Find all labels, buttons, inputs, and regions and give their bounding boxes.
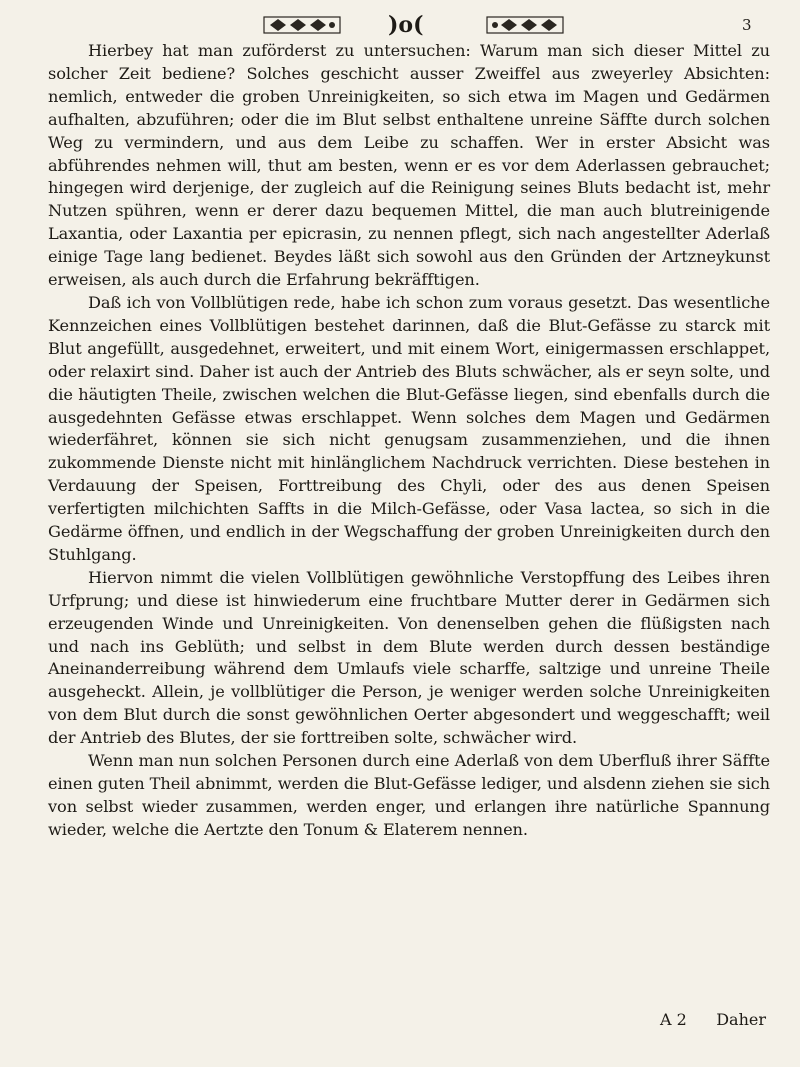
catchword: Daher — [716, 1010, 766, 1029]
right-ornament-icon — [485, 14, 565, 36]
paragraph: Hiervon nimmt die vielen Vollblütigen gewöhnliche Verstopffung des Leibes ihren Urfprung; und diese ist hinwiederum eine fruchtbare Mutter derer in Gedärmen sich erzeugenden Winde und Unreinigkeiten. Von denenselben gehen die flüßigsten nach und nach ins Geblüth; und selbst in dem Blute werden durch dessen beständige Aneinanderreibung während dem Umlaufs viele scharffe, saltzige und unreine Theile ausgeheckt. Allein, je vollblütiger die Person, je weniger werden solche Unreinigkeiten von dem Blut durch die sonst gewöhnlichen Oerter abgesondert und weggeschafft; weil der Antrieb des Blutes, der sie forttreiben solte, schwächer wird. — [48, 567, 770, 748]
left-ornament-icon — [262, 14, 342, 36]
page-number: 3 — [742, 16, 752, 34]
paragraph: Wenn man nun solchen Personen durch eine Aderlaß von dem Uberfluß ihrer Säffte einen guten Theil abnimmt, werden die Blut-Gefässe lediger, und alsdenn ziehen sie sich von selbst wieder zusammen, werden enger, und erlangen ihre natürliche Spannung wieder, welche die Aertzte den Tonum & Elaterem nennen. — [48, 751, 770, 839]
footer-line — [48, 1010, 770, 1034]
body-text — [48, 40, 770, 842]
paragraph: Hierbey hat man zuförderst zu untersuchen: Warum man sich dieser Mittel zu solcher Zeit bediene? Solches geschicht ausser Zweiffel aus zweyerley Absichten: nemlich, entweder die groben Unreinigkeiten, so sich etwa im Magen und Gedärmen aufhalten, abzuführen; oder die im Blut selbst enthaltene unreine Säffte durch solchen Weg zu vermindern, und aus dem Leibe zu schaffen. Wer in erster Absicht was abführendes nehmen will, thut am besten, wenn er es vor dem Aderlassen gebrauchet; hingegen wird derjenige, der zugleich auf die Reinigung seines Bluts bedacht ist, mehr Nutzen spühren, wenn er derer dazu bequemen Mittel, die man auch blutreinigende Laxantia, oder Laxantia per epicrasin, zu nennen pflegt, sich nach angestellter Aderlaß einige Tage lang bedienet. Beydes läßt sich sowohl aus den Gründen der Artzneykunst erweisen, als auch durch die Erfahrung bekräfftigen. — [48, 41, 770, 290]
header-center-mark: )o( — [388, 12, 424, 38]
paragraph: Daß ich von Vollblütigen rede, habe ich schon zum voraus gesetzt. Das wesentliche Kennzeichen eines Vollblütigen bestehet darinnen, daß die Blut-Gefässe zu starck mit Blut angefüllt, ausgedehnet, erweitert, und mit einem Wort, einigermassen erschlappet, oder relaxirt sind. Daher ist auch der Antrieb des Bluts schwächer, als er seyn solte, und die häutigten Theile, zwischen welchen die Blut-Gefässe liegen, sind ebenfalls durch die ausgedehnten Gefässe etwas erschlappet. Wenn solches dem Magen und Gedärmen wiederfähret, können sie sich nicht genugsam zusammenziehen, und die ihnen zukommende Dienste nicht mit hinlänglichem Nachdruck verrichten. Diese bestehen in Verdauung der Speisen, Forttreibung des Chyli, oder des aus denen Speisen verfertigten milchichten Saffts in die Milch-Gefässe, oder Vasa lactea, so sich in die Gedärme öffnen, und endlich in der Wegschaffung der groben Unreinigkeiten durch den Stuhlgang. — [48, 292, 770, 564]
signature-mark: A 2 — [660, 1010, 687, 1029]
